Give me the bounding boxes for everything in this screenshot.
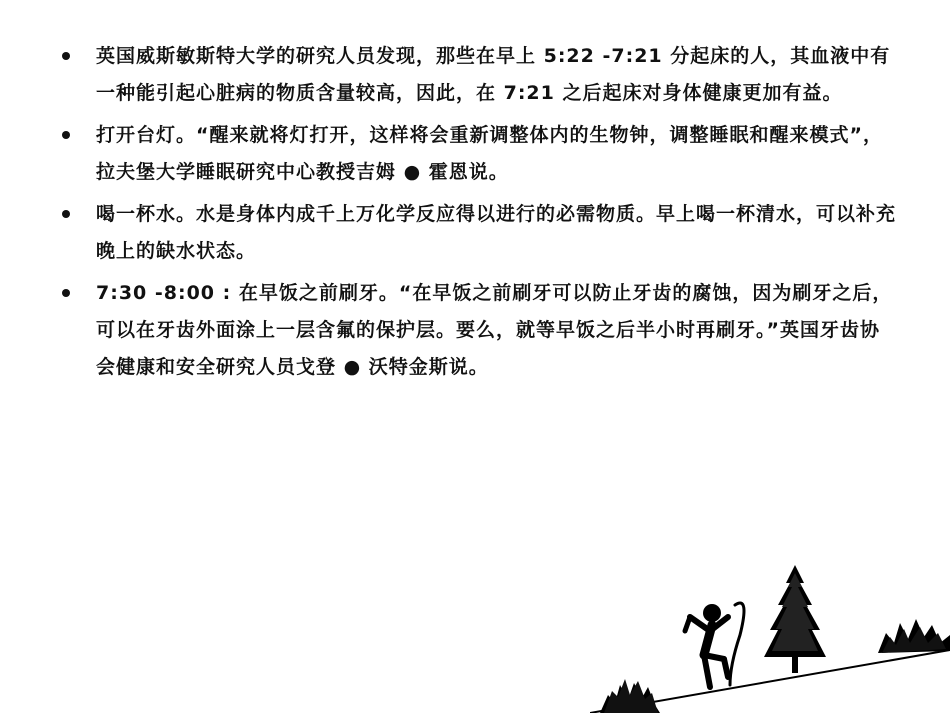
climbing-illustration [590,555,950,713]
climber-icon [685,603,744,687]
pine-tree-icon [764,565,826,673]
bullet-item [58,38,898,112]
bullet-text: 英国威斯敏斯特大学的研究人员发现，那些在早上 5:22 -7:21 分起床的人，其血液中有一种能引起心脏病的物质含量较高，因此，在 7:21 之后起床对身体健康更加有益。 [96,45,891,104]
bullet-item [58,196,898,270]
bullet-dot-icon [62,289,70,297]
bullet-text: 喝一杯水。水是身体内成千上万化学反应得以进行的必需物质。早上喝一杯清水，可以补充晚上的缺水状态。 [96,203,897,262]
bullet-list [58,38,898,391]
bullet-dot-icon [62,210,70,218]
bullet-item [58,117,898,191]
bullet-dot-icon [62,52,70,60]
bush-icon [878,619,950,653]
bush-icon [600,679,660,713]
bullet-text: 7:30 -8:00 : 在早饭之前刷牙。“在早饭之前刷牙可以防止牙齿的腐蚀，因为刷牙之后，可以在牙齿外面涂上一层含氟的保护层。要么，就等早饭之后半小时再刷牙。”英国牙齿协会健康和安全研究人员戈登 ● 沃特金斯说。 [96,282,893,378]
bullet-dot-icon [62,131,70,139]
bullet-item [58,275,898,386]
bullet-text: 打开台灯。“醒来就将灯打开，这样将会重新调整体内的生物钟，调整睡眠和醒来模式”，拉夫堡大学睡眠研究中心教授吉姆 ● 霍恩说。 [96,124,883,183]
